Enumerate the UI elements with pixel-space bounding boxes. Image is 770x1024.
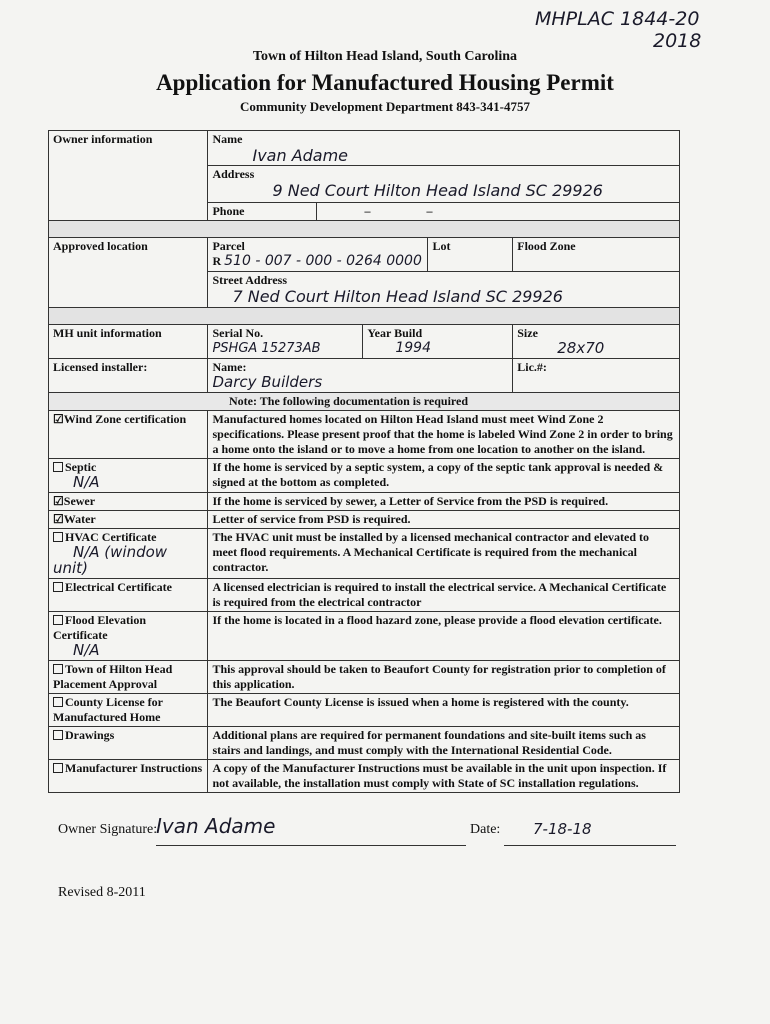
note-row [49,393,680,411]
stamp-line-2: 2018 [653,30,702,52]
requirement-label: HVAC Certificate [65,530,157,544]
requirement-label: Drawings [65,728,115,742]
installer-name-label: Name: [212,360,247,374]
requirement-label: Sewer [63,494,96,508]
year-build-field[interactable] [363,325,513,359]
requirement-row [49,612,680,661]
flood-zone-field[interactable] [513,238,680,272]
owner-section-label: Owner information [49,131,208,221]
owner-signature-value: Ivan Adame [156,814,276,838]
street-address-label: Street Address [212,273,288,287]
lot-label: Lot [432,239,451,253]
signature-line[interactable] [156,845,466,846]
approved-location-row [49,238,680,272]
requirement-description: Additional plans are required for permanent foundations and site-built items such as stairs and landings, and must comply with the International Residential Code. [208,727,680,760]
requirement-row [49,411,680,459]
parcel-label: Parcel [212,239,245,253]
spacer-row [49,221,680,238]
street-address-value: 7 Ned Court Hilton Head Island SC 29926 [232,287,563,306]
date-line[interactable] [504,845,676,846]
serial-number-value: PSHGA 15273AB [212,341,321,356]
parcel-field[interactable] [208,238,428,271]
requirement-description: Manufactured homes located on Hilton Head Island must meet Wind Zone 2 specifications. Please present proof that the home is labeled Wind Zone 2 in order to bring a home onto the island or to move a home from one location to another on the island. [208,411,680,459]
owner-address-value: 9 Ned Court Hilton Head Island SC 29926 [272,181,603,200]
requirement-description: A copy of the Manufacturer Instructions must be available in the unit upon inspection. If not available, the installation must comply with State of SC installation regulations. [208,760,680,793]
checked-box-icon[interactable]: ☑ [53,412,64,426]
phone-separator-2: – [426,204,433,218]
lot-field[interactable] [428,238,454,271]
checked-box-icon[interactable]: ☑ [53,494,64,508]
handwritten-annotation: N/A [73,473,100,491]
checkbox-icon[interactable] [53,697,63,707]
owner-name-value: Ivan Adame [252,146,349,165]
requirement-label: Manufacturer Instructions [65,761,203,775]
requirement-checkbox-cell[interactable] [49,511,208,529]
requirement-description: If the home is located in a flood hazard zone, please provide a flood elevation certificate. [208,612,680,661]
owner-address-field[interactable] [208,166,679,203]
spacer-row [49,308,680,325]
requirement-description: The HVAC unit must be installed by a licensed mechanical contractor and elevated to meet flood requirements. A Mechanical Certificate is required from the mechanical contractor. [208,529,680,579]
location-section-label: Approved location [49,238,208,308]
street-address-field[interactable] [208,272,680,308]
form-title: Application for Manufactured Housing Permit [156,70,614,95]
owner-signature-label: Owner Signature: [58,822,158,837]
serial-number-field[interactable] [208,325,363,359]
requirement-label: Water [63,512,96,526]
requirement-label: Electrical Certificate [65,580,172,594]
year-build-value: 1994 [395,340,431,356]
requirement-row [49,727,680,760]
requirement-checkbox-cell[interactable] [49,661,208,694]
owner-information-row [49,131,680,221]
town-heading: Town of Hilton Head Island, South Carolina [252,49,518,64]
requirement-row [49,579,680,612]
requirement-checkbox-cell[interactable] [49,694,208,727]
requirement-description: If the home is serviced by sewer, a Letter of Service from the PSD is required. [208,493,680,511]
size-field[interactable] [513,325,680,359]
licensed-installer-row [49,359,680,393]
requirement-label: Flood Elevation Certificate [53,613,147,642]
requirement-label: Septic [65,460,97,474]
requirement-checkbox-cell[interactable] [49,529,208,579]
signature-area [58,814,678,838]
requirement-description: If the home is serviced by a septic system, a copy of the septic tank approval is needed & signed at the bottom as completed. [208,459,680,493]
owner-name-field[interactable] [208,131,679,166]
requirement-label: Wind Zone certification [63,412,187,426]
checkbox-icon[interactable] [53,462,63,472]
requirement-checkbox-cell[interactable] [49,579,208,612]
parcel-value: 510 - 007 - 000 - 0264 0000 [224,253,422,269]
handwritten-annotation: N/A (window unit) [53,543,168,577]
requirement-row [49,529,680,579]
date-value: 7-18-18 [533,820,592,838]
owner-name-label: Name [212,132,243,146]
installer-name-field[interactable] [208,359,513,393]
revision-note: Revised 8-2011 [58,885,146,900]
year-build-label: Year Build [367,326,423,340]
requirement-row [49,661,680,694]
checkbox-icon[interactable] [53,615,63,625]
owner-address-label: Address [212,167,255,181]
requirement-row [49,511,680,529]
owner-phone-label: Phone [212,204,245,218]
handwritten-annotation: N/A [73,641,100,659]
requirement-label: County License for Manufactured Home [53,695,163,724]
requirements-list [49,411,680,793]
parcel-prefix: R [212,254,222,268]
mh-unit-row [49,325,680,359]
checked-box-icon[interactable]: ☑ [53,512,64,526]
flood-zone-label: Flood Zone [517,239,576,253]
department-heading: Community Development Department 843-341-4757 [240,99,530,114]
application-form-table [48,130,680,793]
phone-separator-1: – [364,204,371,218]
owner-phone-field[interactable] [208,203,679,220]
requirement-label: Town of Hilton Head Placement Approval [53,662,173,691]
checkbox-icon[interactable] [53,582,63,592]
installer-section-label: Licensed installer: [49,359,208,393]
installer-license-label: Lic.#: [517,360,547,374]
requirement-row [49,694,680,727]
checkbox-icon[interactable] [53,664,63,674]
requirement-checkbox-cell[interactable] [49,493,208,511]
requirement-row [49,493,680,511]
requirement-description: This approval should be taken to Beaufort County for registration prior to completion of this application. [208,661,680,694]
mh-unit-section-label: MH unit information [49,325,208,359]
requirement-description: The Beaufort County License is issued when a home is registered with the county. [208,694,680,727]
requirement-row [49,760,680,793]
requirement-description: A licensed electrician is required to install the electrical service. A Mechanical Certificate is required from the electrical contractor [208,579,680,612]
installer-license-field[interactable] [513,359,680,393]
requirement-checkbox-cell[interactable] [49,411,208,459]
date-label: Date: [470,822,501,837]
installer-name-value: Darcy Builders [212,373,323,391]
checkbox-icon[interactable] [53,532,63,542]
documentation-note: Note: The following documentation is required [49,393,680,411]
requirement-checkbox-cell[interactable] [49,727,208,760]
requirement-description: Letter of service from PSD is required. [208,511,680,529]
checkbox-icon[interactable] [53,730,63,740]
requirement-checkbox-cell[interactable] [49,760,208,793]
size-label: Size [517,326,538,340]
permit-number-stamp [535,8,701,52]
stamp-line-1: MHPLAC 1844-20 [535,8,700,30]
serial-number-label: Serial No. [212,326,264,340]
requirement-checkbox-cell[interactable] [49,612,208,661]
requirement-row [49,459,680,493]
checkbox-icon[interactable] [53,763,63,773]
size-value: 28x70 [557,339,605,357]
requirement-checkbox-cell[interactable] [49,459,208,493]
